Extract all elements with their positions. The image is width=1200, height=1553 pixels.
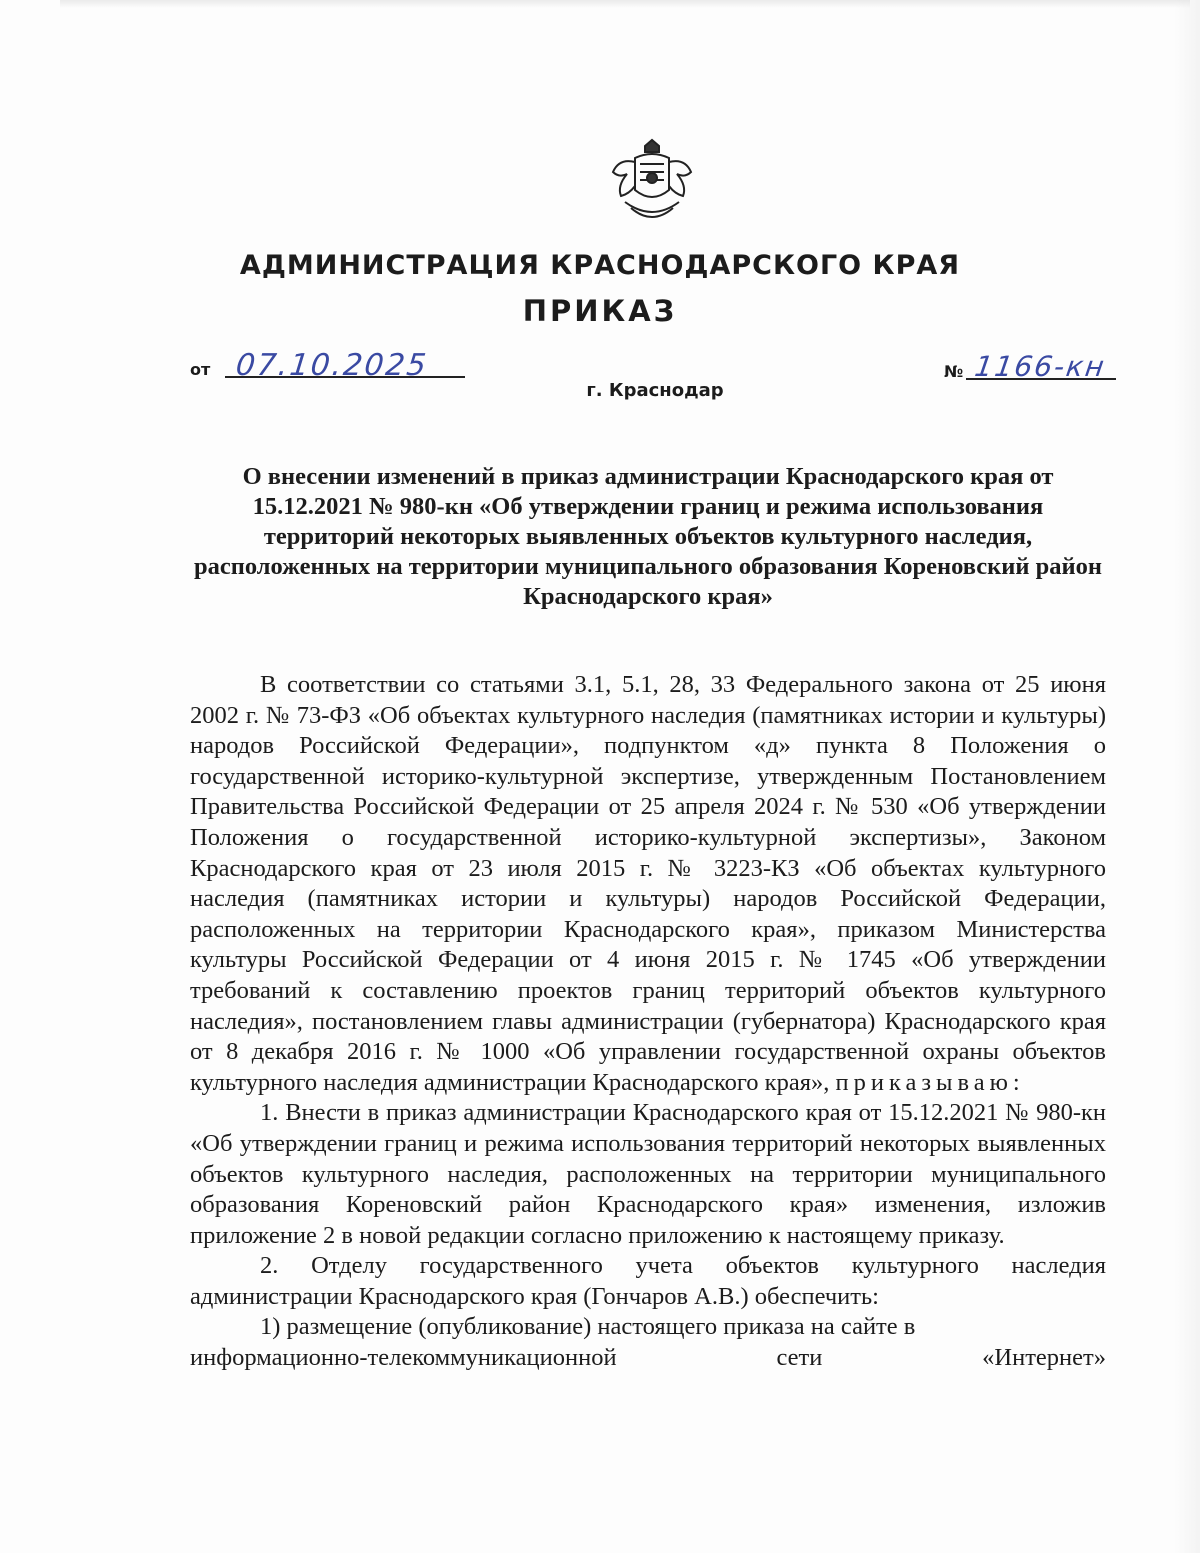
number-label: № — [944, 362, 964, 381]
document-title: О внесении изменений в приказ администрации Краснодарского края от 15.12.2021 № 980-кн «Об утверждении границ и режима использования территорий некоторых выявленных объектов культурного наследия, расположенных на территории муниципального образования Кореновский район Краснодарского края» — [194, 463, 1102, 610]
scan-edge-top — [60, 0, 1190, 8]
tail-line — [190, 1343, 1106, 1374]
scan-edge-right — [1174, 0, 1200, 1553]
handwritten-date: 07.10.2025 — [234, 348, 430, 383]
organization-name: АДМИНИСТРАЦИЯ КРАСНОДАРСКОГО КРАЯ — [239, 250, 961, 281]
tail-word: сети — [776, 1344, 823, 1372]
order-word: приказываю: — [835, 1068, 1025, 1096]
item-2-paragraph: 2. Отделу государственного учета объектов культурного наследия администрации Краснодарского края (Гончаров А.В.) обеспечить: — [190, 1252, 1106, 1310]
tail-word: информационно-телекоммуникационной — [190, 1344, 617, 1372]
item-1-paragraph: 1. Внести в приказ администрации Краснодарского края от 15.12.2021 № 980-кн «Об утверждении границ и режима использования территорий некоторых выявленных объектов культурного наследия, расположенных на территории муниципального образования Кореновский район Краснодарского края» изменения, изложив приложение 2 в новой редакции согласно приложению к настоящему приказу. — [190, 1099, 1106, 1249]
document-type: ПРИКАЗ — [522, 294, 678, 328]
preamble-text: В соответствии со статьями 3.1, 5.1, 28, 33 Федерального закона от 25 июня 2002 г. № 73-ФЗ «Об объектах культурного наследия (памятниках истории и культуры) народов Российской Федерации», подпунктом «д» пункта 8 Положения о государственной историко-культурной экспертизе, утвержденным Постановлением Правительства Российской Федерации от 25 апреля 2024 г. № 530 «Об утверждении Положения о государственной историко-культурной экспертизы», Законом Краснодарского края от 23 июля 2015 г. № 3223-КЗ «Об объектах культурного наследия (памятниках истории и культуры) народов Российской Федерации, расположенных на территории Краснодарского края», приказом Министерства культуры Российской Федерации от 4 июня 2015 г. № 1745 «Об утверждении требований к составлению проектов границ территорий объектов культурного наследия», постановлением главы администрации (губернатора) Краснодарского края от 8 декабря 2016 г. № 1000 «Об управлении государственной охраны объектов культурного наследия администрации Краснодарского края», — [190, 671, 1106, 1096]
coat-of-arms-icon — [605, 138, 699, 228]
document-body — [190, 670, 1106, 1374]
date-label: от — [190, 360, 211, 379]
city: г. Краснодар — [586, 380, 724, 401]
tail-word: «Интернет» — [982, 1344, 1106, 1372]
preamble-paragraph — [190, 670, 1106, 1098]
item-2-1-paragraph: 1) размещение (опубликование) настоящего приказа на сайте в — [260, 1313, 916, 1341]
handwritten-number: 1166-кн — [972, 350, 1108, 383]
